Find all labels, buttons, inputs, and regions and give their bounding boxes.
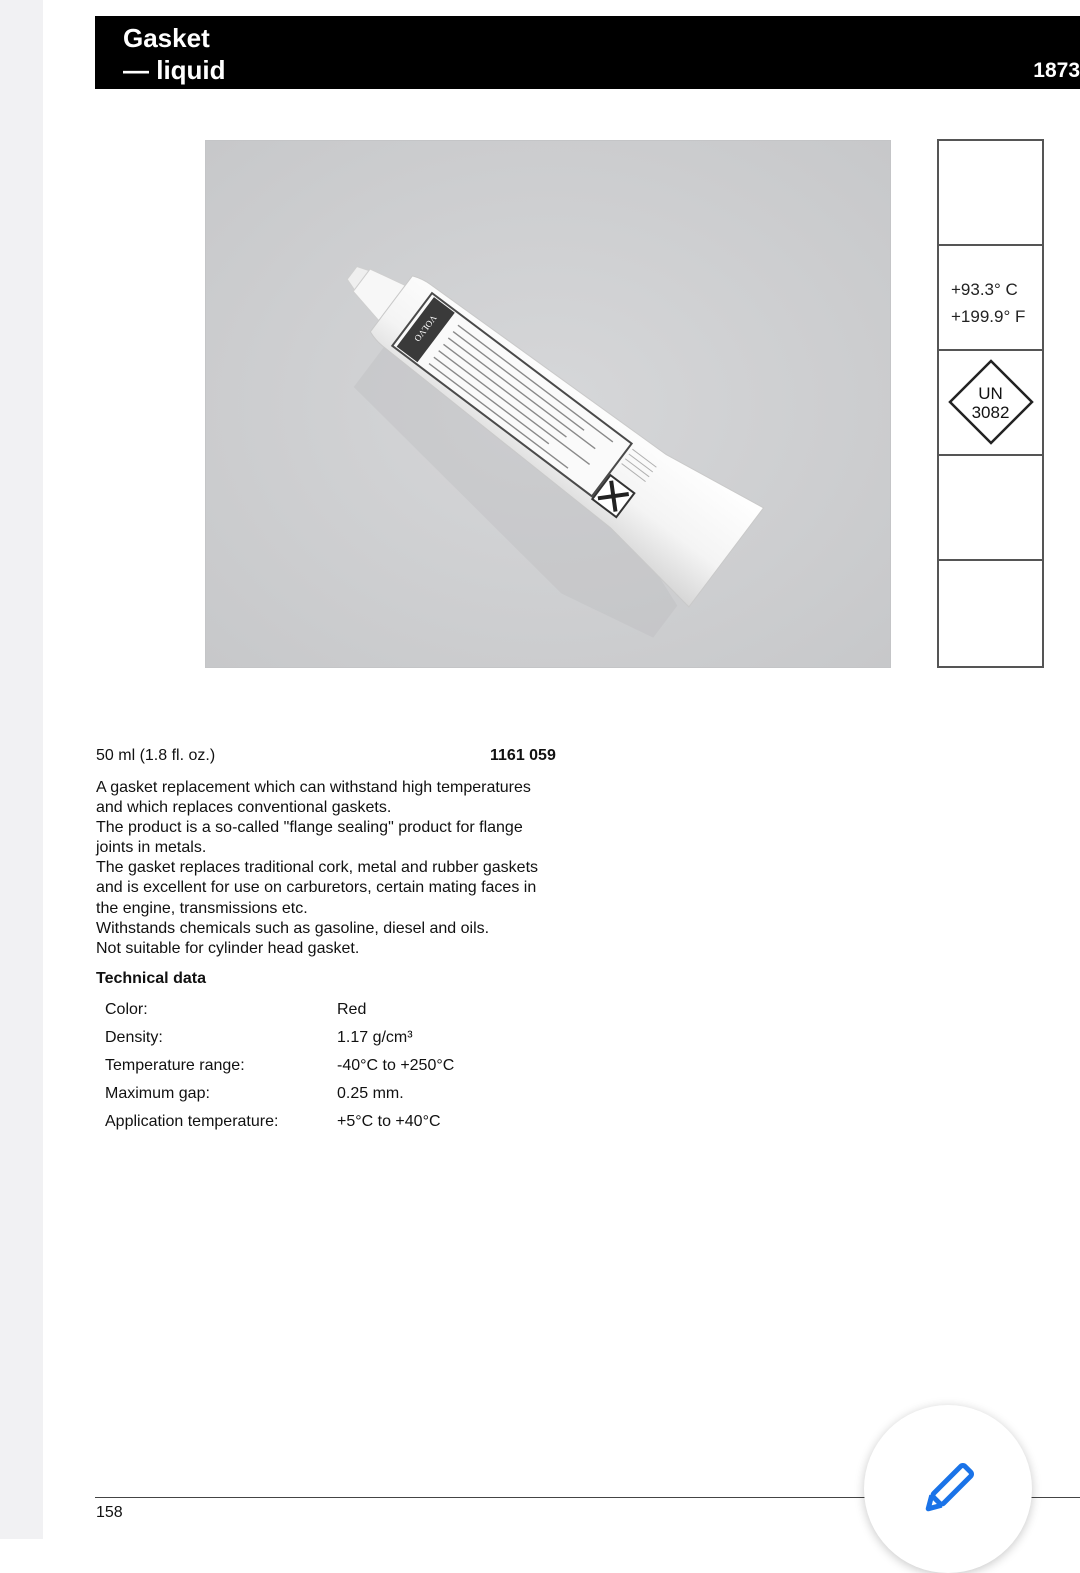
section-code: 1873 [1033,59,1080,82]
tube-brand-label: VOLVO [412,313,439,344]
flash-point-celsius: +93.3° C [951,280,1018,299]
tube-illustration [206,141,891,668]
page-title [123,22,226,86]
description-line: The gasket replaces traditional cork, metal and rubber gaskets [96,859,539,877]
tech-value: 0.25 mm. [337,1085,404,1102]
page-number: 158 [96,1504,123,1521]
description-line: A gasket replacement which can withstand high temperatures [96,779,531,796]
description-line: joints in metals. [96,839,207,857]
symbol-cell-empty-1 [939,141,1042,246]
un-number: 3082 [971,403,1010,422]
page-header [95,16,1080,89]
description-line: and is excellent for use on carburetors, certain mating faces in [96,879,537,897]
technical-data-table [105,999,565,1139]
title-line-2: — liquid [123,55,226,85]
description-line: and which replaces conventional gaskets. [96,799,392,817]
tech-value: +5°C to +40°C [337,1113,441,1130]
left-gutter [0,0,43,1539]
tech-value: -40°C to +250°C [337,1057,455,1074]
package-size: 50 ml (1.8 fl. oz.) [96,747,216,764]
symbol-cell-empty-3 [939,561,1042,666]
description-line: Withstands chemicals such as gasoline, diesel and oils. [96,919,490,937]
tech-label: Maximum gap: [105,1085,210,1102]
tech-label: Density: [105,1029,163,1046]
table-row [105,1111,565,1139]
table-row [105,1055,565,1083]
edit-fab-button[interactable] [864,1405,1032,1573]
un-label: UN [978,384,1003,403]
technical-data-heading: Technical data [96,970,206,987]
tech-label: Color: [105,1001,148,1018]
description-line: The product is a so-called "flange sealing" product for flange [96,819,523,837]
symbol-cell-empty-2 [939,456,1042,561]
product-description [96,778,571,959]
description-line: Not suitable for cylinder head gasket. [96,939,360,957]
product-photo [205,140,891,668]
symbol-cell-flash-point [939,246,1042,351]
tech-label: Temperature range: [105,1057,245,1074]
title-line-1: Gasket [123,23,210,53]
table-row [105,1027,565,1055]
tech-label: Application temperature: [105,1113,279,1130]
tech-value: Red [337,1001,367,1018]
symbol-cell-un-number [939,351,1042,456]
pencil-icon [916,1457,980,1521]
flash-point-fahrenheit: +199.9° F [951,307,1026,326]
hazard-symbol-column [937,139,1044,668]
part-number: 1161 059 [490,747,556,764]
table-row [105,999,565,1027]
table-row [105,1083,565,1111]
tech-value: 1.17 g/cm³ [337,1029,413,1046]
description-line: the engine, transmissions etc. [96,899,308,917]
